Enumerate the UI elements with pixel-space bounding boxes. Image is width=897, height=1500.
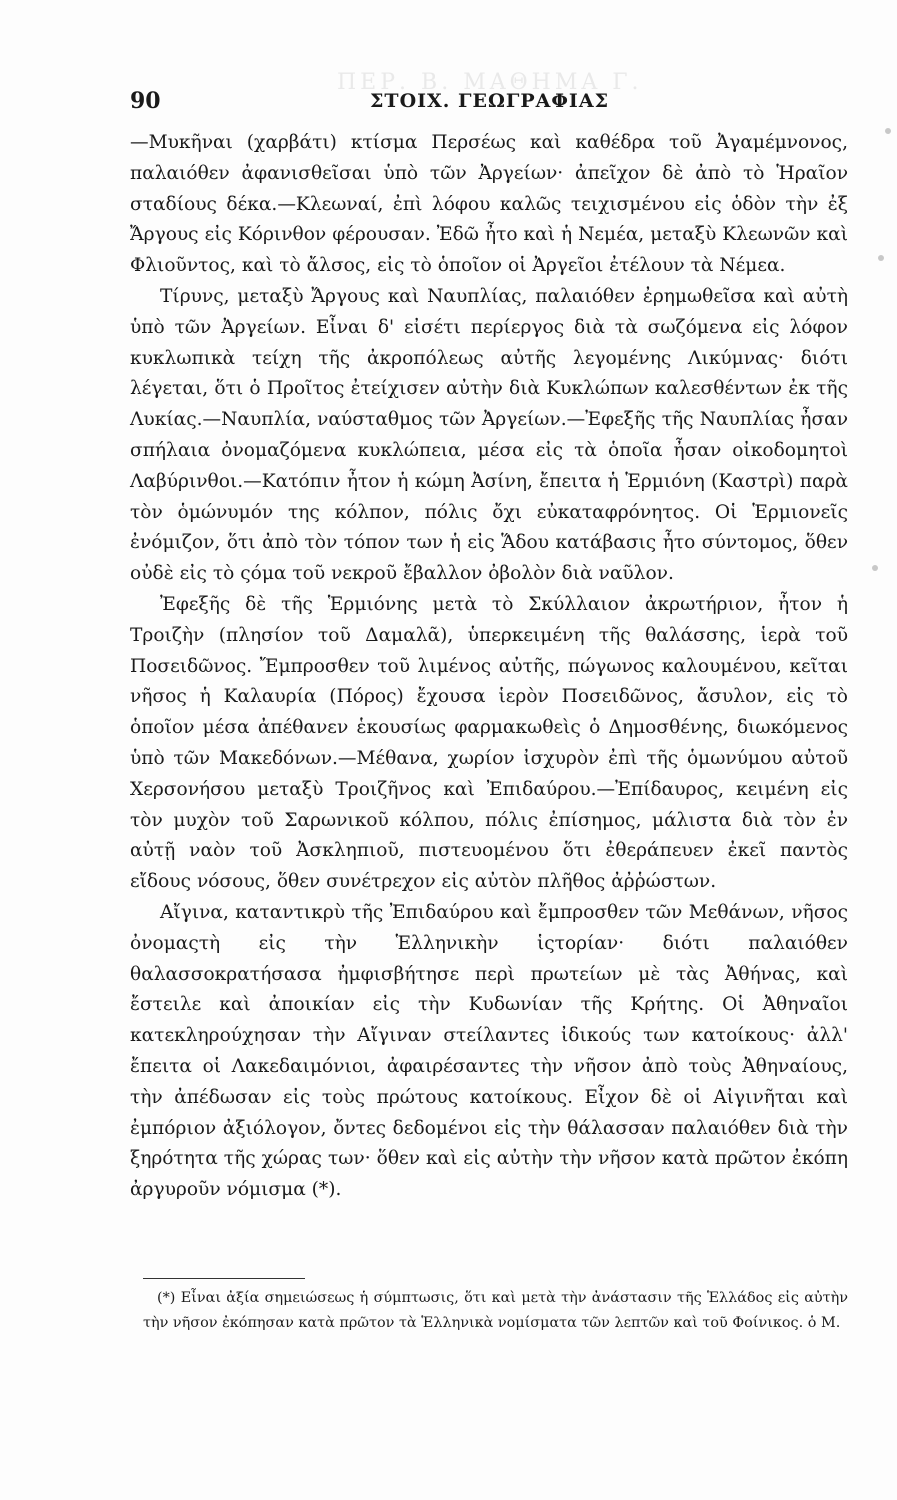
paragraph-mykenai: —Μυκῆναι (χαρβάτι) κτίσμα Περσέως καὶ καθέδρα τοῦ Ἀγαμέμνονος, παλαιόθεν ἀφανισθεῖσαι ὑπὸ τῶν Ἀργείων· ἀπεῖχον δὲ ἀπὸ τὸ Ἡραῖον σταδίους δέκα.—Κλεωναί, ἐπὶ λόφου καλῶς τειχισμένου εἰς ὁδὸν τὴν ἐξ Ἄργους εἰς Κόρινθον φέρουσαν. Ἐδῶ ἦτο καὶ ἡ Νεμέα, μεταξὺ Κλεωνῶν καὶ Φλιοῦντος, καὶ τὸ ἄλσος, εἰς τὸ ὁποῖον οἱ Ἀργεῖοι ἐτέλουν τὰ Νέμεα. [130, 132, 848, 277]
body-text [130, 128, 848, 1206]
margin-speck [872, 565, 878, 571]
footnote: (*) Εἶναι ἀξία σημειώσεως ἡ σύμπτωσις, ὅτι καὶ μετὰ τὴν ἀνάστασιν τῆς Ἑλλάδος εἰς αὐτὴν τὴν νῆσον ἐκόπησαν κατὰ πρῶτον τὰ Ἑλληνικὰ νομίσματα τῶν λεπτῶν καὶ τοῦ Φοίνικος. ὁ Μ. [143, 1290, 848, 1331]
paragraph-tiryns: Τίρυνς, μεταξὺ Ἄργους καὶ Ναυπλίας, παλαιόθεν ἐρημωθεῖσα καὶ αὐτὴ ὑπὸ τῶν Ἀργείων. Εἶναι δ' εἰσέτι περίεργος διὰ τὰ σωζόμενα εἰς λόφον κυκλωπικὰ τείχη τῆς ἀκροπόλεως αὐτῆς λεγομένης Λικύμνας· διότι λέγεται, ὅτι ὁ Προῖτος ἐτείχισεν αὐτὴν διὰ Κυκλώπων καλεσθέντων ἐκ τῆς Λυκίας.—Ναυπλία, ναύσταθμος τῶν Ἀργείων.—Ἐφεξῆς τῆς Ναυπλίας ἦσαν σπήλαια ὀνομαζόμενα κυκλώπεια, μέσα εἰς τὰ ὁποῖα ἦσαν οἰκοδομητοὶ Λαβύρινθοι.—Κατόπιν ἦτον ἡ κώμη Ἀσίνη, ἔπειτα ἡ Ἑρμιόνη (Καστρὶ) παρὰ τὸν ὁμώνυμόν της κόλπον, πόλις ὄχι εὐκαταφρόνητος. Οἱ Ἑρμιονεῖς ἐνόμιζον, ὅτι ἀπὸ τὸν τόπον των ἡ εἰς Ἅδου κατάβασις ἦτο σύντομος, ὅθεν οὐδὲ εἰς τὸ ςόμα τοῦ νεκροῦ ἔβαλλον ὀβολὸν διὰ ναῦλον. [130, 285, 848, 585]
paragraph-troizen: Ἐφεξῆς δὲ τῆς Ἑρμιόνης μετὰ τὸ Σκύλλαιον ἀκρωτήριον, ἦτον ἡ Τροιζὴν (πλησίον τοῦ Δαμαλᾶ), ὑπερκειμένη τῆς θαλάσσης, ἱερὰ τοῦ Ποσειδῶνος. Ἔμπροσθεν τοῦ λιμένος αὐτῆς, πώγωνος καλουμένου, κεῖται νῆσος ἡ Καλαυρία (Πόρος) ἔχουσα ἱερὸν Ποσειδῶνος, ἄσυλον, εἰς τὸ ὁποῖον μέσα ἀπέθανεν ἑκουσίως φαρμακωθεὶς ὁ Δημοσθένης, διωκόμενος ὑπὸ τῶν Μακεδόνων.—Μέθανα, χωρίον ἰσχυρὸν ἐπὶ τῆς ὁμωνύμου αὐτοῦ Χερσονήσου μεταξὺ Τροιζῆνος καὶ Ἐπιδαύρου.—Ἐπίδαυρος, κειμένη εἰς τὸν μυχὸν τοῦ Σαρωνικοῦ κόλπου, πόλις ἐπίσημος, μάλιστα διὰ τὸν ἐν αὐτῇ ναὸν τοῦ Ἀσκληπιοῦ, πιστευομένου ὅτι ἐθεράπευεν ἐκεῖ παντὸς εἴδους νόσους, ὅθεν συνέτρεχον εἰς αὐτὸν πλῆθος ἀῤῥώστων. [130, 593, 848, 893]
footnote-divider [143, 1278, 305, 1279]
page-header [130, 88, 850, 118]
margin-speck [885, 128, 891, 134]
bleed-through-text: ΠΕΡ. Β. ΜΑΘΗΜΑ Γ. [337, 70, 643, 95]
page-number: 90 [130, 88, 161, 114]
running-title: ΣΤΟΙΧ. ΓΕΩΓΡΑΦΙΑΣ [370, 90, 609, 112]
paragraph-aigina: Αἴγινα, καταντικρὺ τῆς Ἐπιδαύρου καὶ ἔμπροσθεν τῶν Μεθάνων, νῆσος ὀνομαςτὴ εἰς τὴν Ἑλληνικὴν ἱςτορίαν· διότι παλαιόθεν θαλασσοκρατήσασα ἠμφισβήτησε περὶ πρωτείων μὲ τὰς Ἀθήνας, καὶ ἔστειλε καὶ ἀποικίαν εἰς τὴν Κυδωνίαν τῆς Κρήτης. Οἱ Ἀθηναῖοι κατεκληρούχησαν τὴν Αἴγιναν στείλαντες ἰδικούς των κατοίκους· ἀλλ' ἔπειτα οἱ Λακεδαιμόνιοι, ἀφαιρέσαντες τὴν νῆσον ἀπὸ τοὺς Ἀθηναίους, τὴν ἀπέδωσαν εἰς τοὺς πρώτους κατοίκους. Εἶχον δὲ οἱ Αἰγινῆται καὶ ἐμπόριον ἀξιόλογον, ὄντες δεδομένοι εἰς τὴν θάλασσαν παλαιόθεν διὰ τὴν ξηρότητα τῆς χώρας των· ὅθεν καὶ εἰς αὐτὴν τὴν νῆσον κατὰ πρῶτον ἐκόπη ἀργυροῦν νόμισμα (*). [130, 901, 848, 1201]
margin-speck [878, 255, 884, 261]
